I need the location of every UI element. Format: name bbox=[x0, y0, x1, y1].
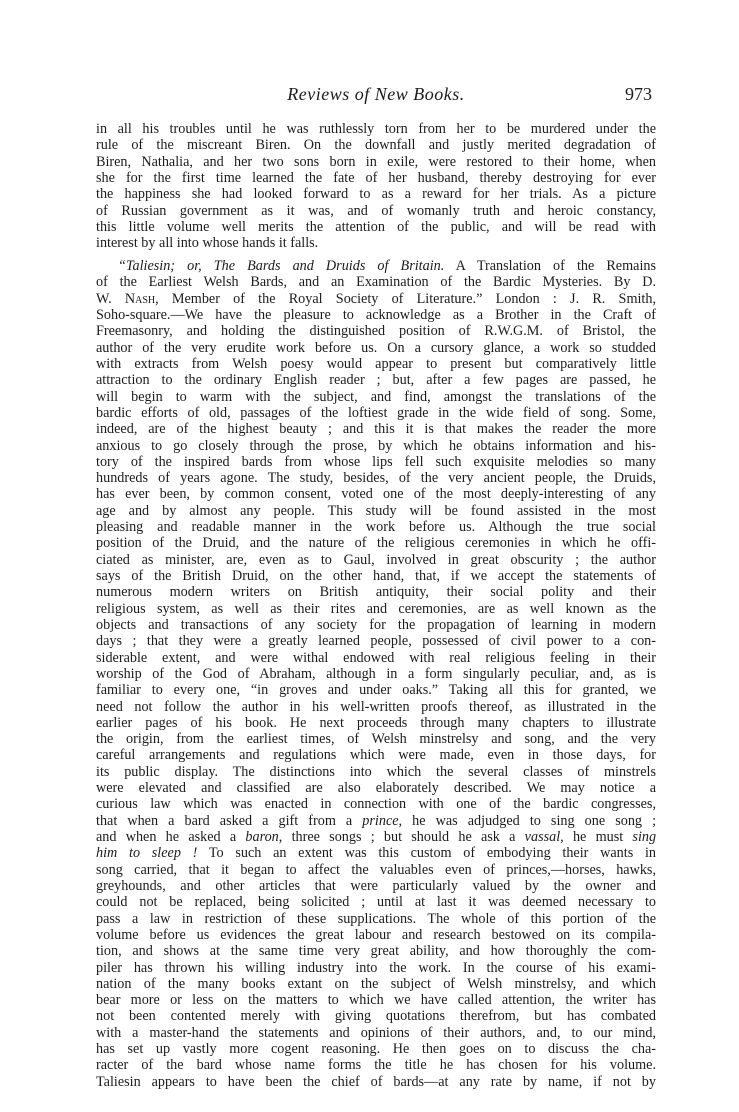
text-line: tory of the inspired bards from whose lips fell such exquisite melodies so many bbox=[96, 453, 656, 470]
text-line: racter of the bard whose name forms the title he has chosen for his volume. bbox=[96, 1057, 656, 1074]
text-line: pass a law in restriction of these supplications. The whole of this portion of the bbox=[96, 910, 656, 927]
text-line: numerous modern writers on British antiquity, their social polity and their bbox=[96, 584, 656, 601]
text-line: siderable extent, and were withal endowed with real religious feeling in their bbox=[96, 649, 656, 666]
text-line: were elevated and classified are also elaborately described. We may notice a bbox=[96, 780, 656, 797]
text-line: worship of the God of Abraham, although in a form singularly peculiar, and, as is bbox=[96, 665, 656, 682]
text-line: familiar to every one, “in groves and under oaks.” Taking all this for granted, we bbox=[96, 682, 656, 699]
text-line: the happiness she had looked forward to as a reward for her trials. As a picture bbox=[96, 186, 656, 203]
text-line: hundreds of years agone. The study, besides, of the very ancient people, the Druids, bbox=[96, 470, 656, 487]
text-line: that when a bard asked a gift from a prince, he was adjudged to sing one song ; bbox=[96, 812, 657, 829]
text-line: Soho-square.—We have the pleasure to acknowledge as a Brother in the Craft of bbox=[96, 307, 656, 323]
text-line: position of the Druid, and the nature of the religious ceremonies in which he offi- bbox=[96, 535, 656, 552]
text-line: the origin, from the earliest times, of Welsh minstrelsy and song, and the very bbox=[96, 731, 656, 748]
text-line: pleasing and readable manner in the work before us. Although the true social bbox=[96, 519, 656, 535]
text-line: bardic efforts of old, passages of the loftiest grade in the wide field of song. Some, bbox=[96, 404, 656, 421]
text-line: indeed, are of the highest beauty ; and this it is that makes the reader the more bbox=[96, 421, 656, 438]
text-line: earlier pages of his book. He next proceeds through many chapters to illustrate bbox=[96, 714, 656, 731]
text-line: she for the first time learned the fate of her husband, thereby destroying for ever bbox=[96, 169, 656, 186]
book-title: “Taliesin; or, The Bards and Druids of Britain. bbox=[118, 258, 445, 274]
text-line: says of the British Druid, on the other hand, that, if we accept the statements of bbox=[96, 568, 656, 584]
text-line: with extracts from Welsh poesy would appear to present but comparatively little bbox=[96, 355, 656, 372]
text-line: rule of the miscreant Biren. On the downfall and justly merited degradation of bbox=[96, 137, 656, 154]
text-line: volume before us evidences the great labour and research bestowed on its compila- bbox=[96, 926, 656, 943]
text-line: with a master-hand the statements and opinions of their authors, and, to our mind, bbox=[96, 1024, 656, 1041]
text-line: bear more or less on the matters to which we have called attention, the writer has bbox=[96, 992, 656, 1009]
emphasis: sing bbox=[632, 829, 657, 845]
text-line: him to sleep ! To such an extent was this custom of embodying their wants in bbox=[96, 845, 656, 862]
emphasis: vassal, bbox=[524, 829, 564, 845]
text-line: has ever been, by common consent, voted one of the most deeply-interesting of any bbox=[96, 486, 656, 503]
text-line: “Taliesin; or, The Bards and Druids of Britain. A Translation of the Remains bbox=[118, 258, 656, 274]
text-line: song carried, that it began to affect the valuables even of princes,—horses, hawks, bbox=[96, 861, 656, 878]
text-line: need not follow the author in his well-written proofs thereof, as illustrated in the bbox=[96, 698, 656, 715]
text-line: has set up vastly more cogent reasoning. He then goes on to discuss the cha- bbox=[96, 1041, 656, 1058]
text-line: age and by almost any people. This study will be found assisted in the most bbox=[96, 502, 656, 519]
text-line: this little volume well merits the attention of the public, and will be read with bbox=[96, 218, 656, 235]
page-number: 973 bbox=[625, 84, 652, 104]
text-line: piler has thrown his willing industry into the work. In the course of his exami- bbox=[96, 959, 656, 976]
text-line: could not be replaced, being solicited ; until at last it was deemed necessary to bbox=[96, 894, 656, 911]
emphasis: prince, bbox=[362, 812, 403, 829]
text-line: of the Earliest Welsh Bards, and an Examination of the Bardic Mysteries. By D. bbox=[96, 274, 656, 291]
text-line: of Russian government as it was, and of womanly truth and heroic constancy, bbox=[96, 202, 656, 219]
emphasis: him to sleep ! bbox=[96, 845, 198, 862]
text-line: curious law which was enacted in connection with one of the bardic congresses, bbox=[96, 796, 656, 813]
author-name: Nash bbox=[124, 290, 156, 307]
text-line: interest by all into whose hands it falls. bbox=[96, 235, 319, 252]
text-line: in all his troubles until he was ruthlessly torn from her to be murdered under the bbox=[96, 121, 656, 137]
text-line: Freemasonry, and holding the distinguished position of R.W.G.M. of Bristol, the bbox=[96, 323, 656, 340]
text-line: and when he asked a baron, three songs ; but should he ask a vassal, he must sing bbox=[96, 829, 657, 845]
text-line: attraction to the ordinary English reader ; but, after a few pages are passed, he bbox=[96, 372, 656, 389]
text-line: not been contented merely with giving quotations therefrom, but has combated bbox=[96, 1008, 656, 1025]
text-line: W. Nash, Member of the Royal Society of Literature.” London : J. R. Smith, bbox=[96, 290, 657, 307]
text-line: religious system, as well as their rites and ceremonies, are as well known as the bbox=[96, 600, 656, 617]
page-header bbox=[96, 84, 656, 108]
emphasis: baron, bbox=[245, 829, 283, 845]
text-line: author of the very erudite work before us. On a cursory glance, a work so studded bbox=[96, 339, 656, 356]
text-line: careful arrangements and regulations which were made, even in those days, for bbox=[96, 747, 656, 764]
running-title: Reviews of New Books. bbox=[287, 84, 465, 104]
text-line: ciated as minister, are, even as to Gaul, involved in great obscurity ; the author bbox=[96, 551, 656, 568]
text-line: will begin to warm with the subject, and find, amongst the translations of the bbox=[96, 388, 656, 405]
text-line: anxious to go closely through the prose, by which he obtains information and his- bbox=[96, 437, 656, 454]
text-line: its public display. The distinctions into which the several classes of minstrels bbox=[96, 763, 656, 780]
text-line: Taliesin appears to have been the chief of bards—at any rate by name, if not by bbox=[96, 1073, 656, 1090]
text-line: objects and transactions of any society for the propagation of learning in modern bbox=[96, 616, 656, 633]
text-line: Biren, Nathalia, and her two sons born in exile, were restored to their home, when bbox=[96, 153, 656, 170]
text-line: tion, and shows at the same time very great ability, and how thoroughly the com- bbox=[96, 943, 656, 960]
text-line: greyhounds, and other articles that were particularly valued by the owner and bbox=[96, 877, 656, 894]
text-line: nation of the many books extant on the subject of Welsh minstrelsy, and which bbox=[96, 975, 656, 992]
text-line: days ; that they were a greatly learned people, possessed of civil power to a con- bbox=[96, 633, 656, 650]
